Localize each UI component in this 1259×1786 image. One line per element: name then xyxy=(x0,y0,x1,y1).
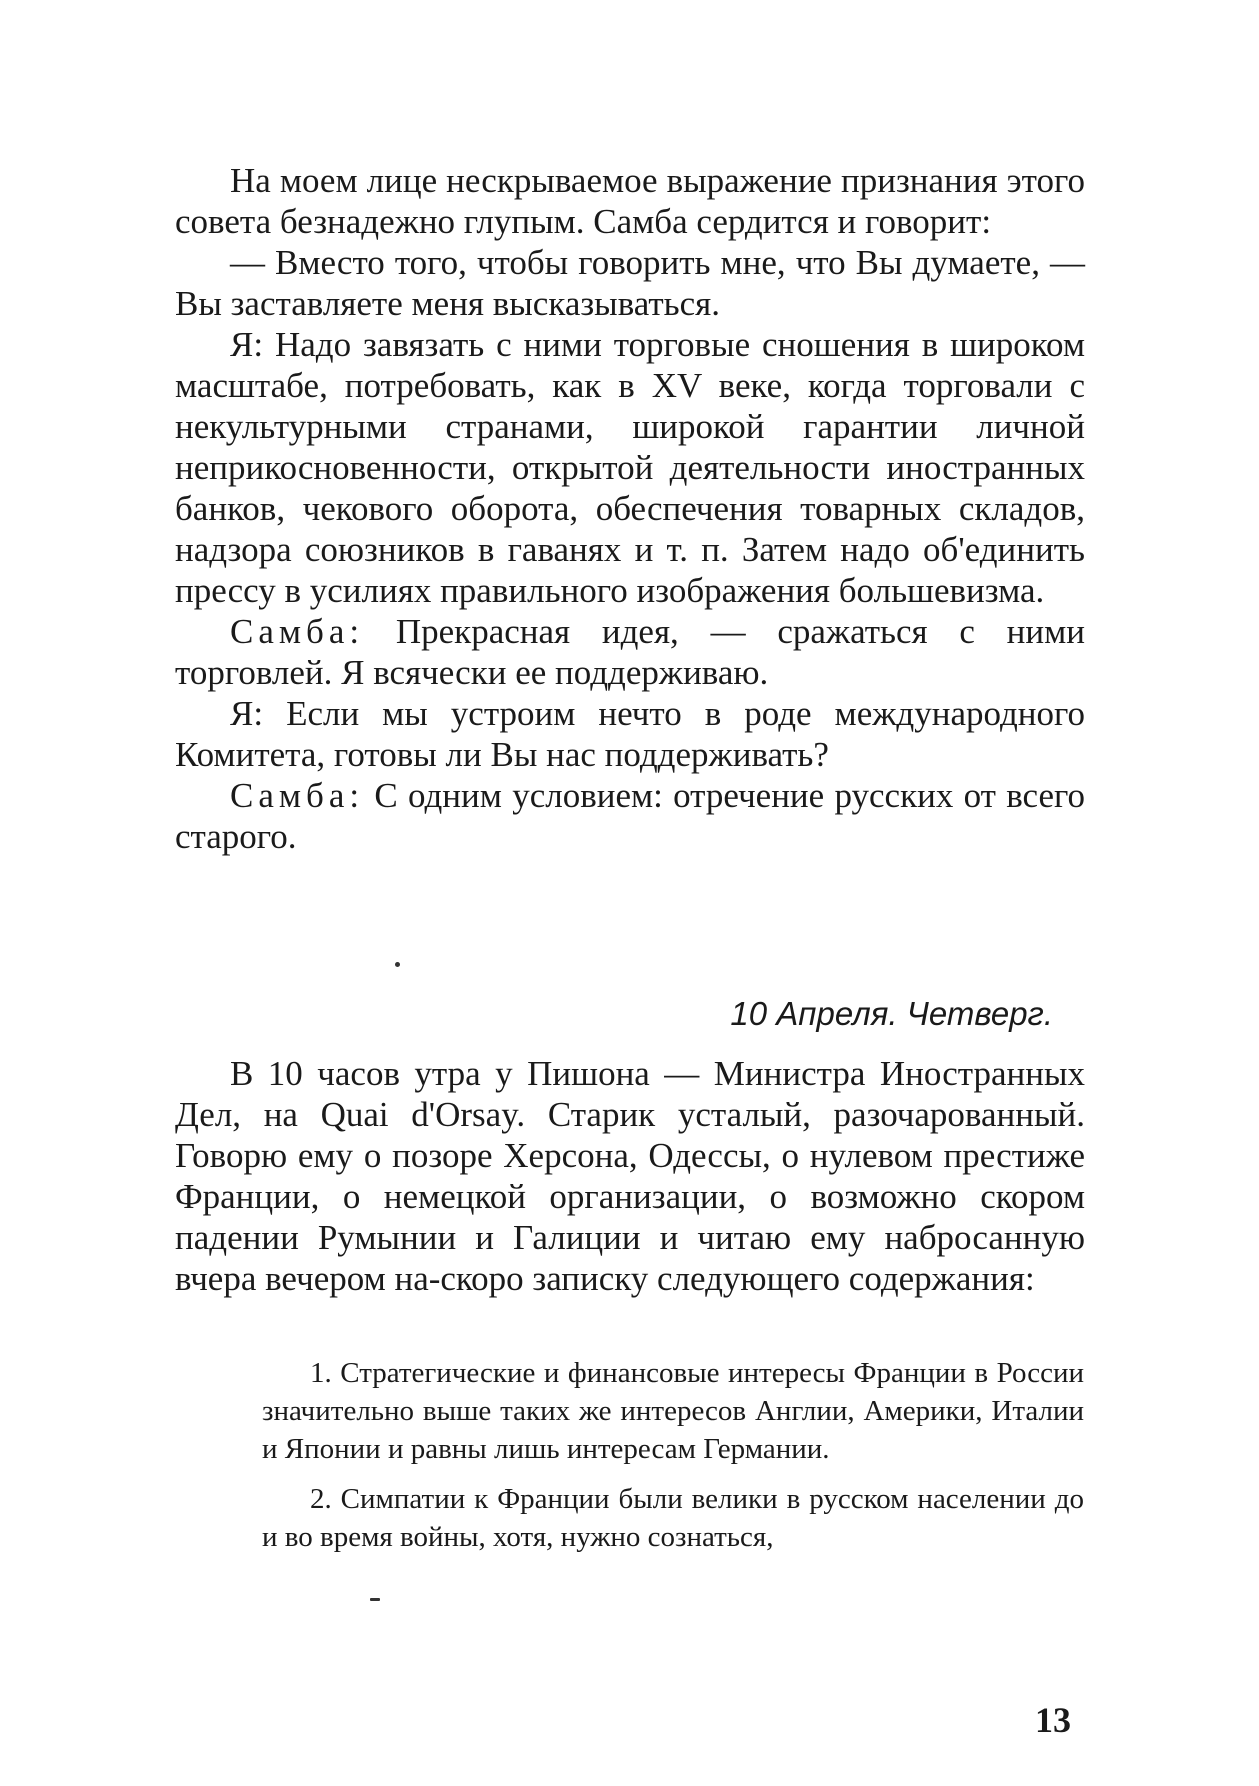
paragraph-5 xyxy=(175,693,1085,775)
paragraph-4 xyxy=(175,611,1085,693)
speaker-samba: Самба: xyxy=(230,612,365,651)
paragraph-1: На моем лице нескрываемое выражение признания этого совета безнадежно глупым. Самба сердится и говорит: xyxy=(175,161,1085,241)
paragraph-5-text: Если мы устроим нечто в роде международного Комитета, готовы ли Вы нас поддерживать? xyxy=(175,694,1085,774)
memo-list xyxy=(262,1354,1084,1568)
speaker-samba: Самба: xyxy=(230,776,365,815)
speaker-me: Я: xyxy=(230,325,264,364)
print-speck xyxy=(370,1598,380,1601)
paragraph-6 xyxy=(175,775,1085,857)
paragraph-6-text: С одним условием: отречение русских от всего старого. xyxy=(175,776,1086,856)
paragraph-3-text: Надо завязать с ними торговые сношения в широком масштабе, потребовать, как в XV веке, когда торговали с некультурными странами, широкой гарантии личной неприкосновенности, открытой деятельности иностранных банков, чекового оборота, обеспечения товарных складов, надзора союзников в гаванях и т. п. Затем надо об'единить прессу в усилиях правильного изображения большевизма. xyxy=(175,325,1085,610)
list-item: 2. Симпатии к Франции были велики в русском населении до и во время войны, хотя, нужно сознаться, xyxy=(262,1483,1084,1553)
date-heading: 10 Апреля. Четверг. xyxy=(730,995,1053,1032)
main-text-top xyxy=(175,160,1085,857)
print-speck xyxy=(395,962,400,967)
paragraph-after-date: В 10 часов утра у Пишона — Министра Иностранных Дел, на Quai d'Orsay. Старик усталый, разочарованный. Говорю ему о позоре Херсона, Одессы, о нулевом престиже Франции, о немецкой организации, о возможно скором падении Румынии и Галиции и читаю ему набросанную вчера вечером на-скоро записку следующего содержания: xyxy=(175,1054,1085,1298)
page-number: 13 xyxy=(1035,1700,1071,1740)
main-text-bottom xyxy=(175,1053,1085,1299)
list-item: 1. Стратегические и финансовые интересы Франции в России значительно выше таких же интересов Англии, Америки, Италии и Японии и равны лишь интересам Германии. xyxy=(262,1357,1084,1465)
paragraph-4-text: Прекрасная идея, — сражаться с ними торговлей. Я всячески ее поддерживаю. xyxy=(175,612,1085,692)
speaker-me: Я: xyxy=(230,694,264,733)
paragraph-3 xyxy=(175,324,1085,611)
paragraph-2: — Вместо того, чтобы говорить мне, что Вы думаете, — Вы заставляете меня высказываться. xyxy=(175,243,1085,323)
